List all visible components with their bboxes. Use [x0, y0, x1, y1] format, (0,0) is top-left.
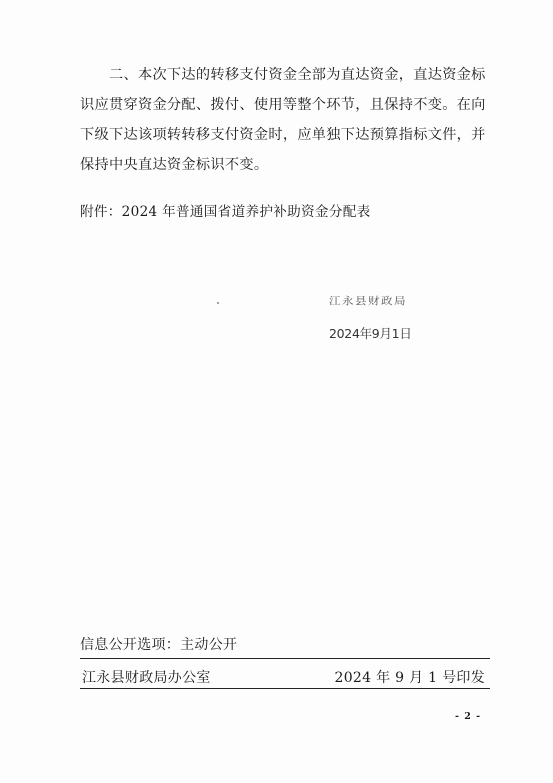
signature-date: 2024年9月1日	[329, 326, 412, 341]
page-number: - 2 -	[455, 711, 482, 722]
issuing-office: 江永县财政局办公室	[82, 670, 211, 686]
attachment-note: 附件：2024 年普通国省道养护补助资金分配表	[80, 204, 371, 220]
paragraph-line: 保持中央直达资金标识不变。	[80, 157, 269, 173]
paragraph-line: 下级下达该项转转移支付资金时，应单独下达预算指标文件，并	[80, 127, 486, 143]
paragraph-line: 二、本次下达的转移支付资金全部为直达资金，直达资金标	[80, 67, 486, 83]
print-date: 2024 年 9 月 1 号印发	[334, 670, 485, 686]
signature-organization: 江永县财政局	[329, 294, 407, 308]
footer-rule-top	[80, 658, 490, 659]
disclosure-option: 信息公开选项：主动公开	[80, 637, 238, 653]
paragraph-line: 识应贯穿资金分配、拨付、使用等整个环节，且保持不变。在向	[80, 97, 486, 113]
footer-rule-bottom	[80, 688, 490, 689]
body-paragraph	[80, 60, 486, 180]
scan-speck	[217, 302, 219, 304]
